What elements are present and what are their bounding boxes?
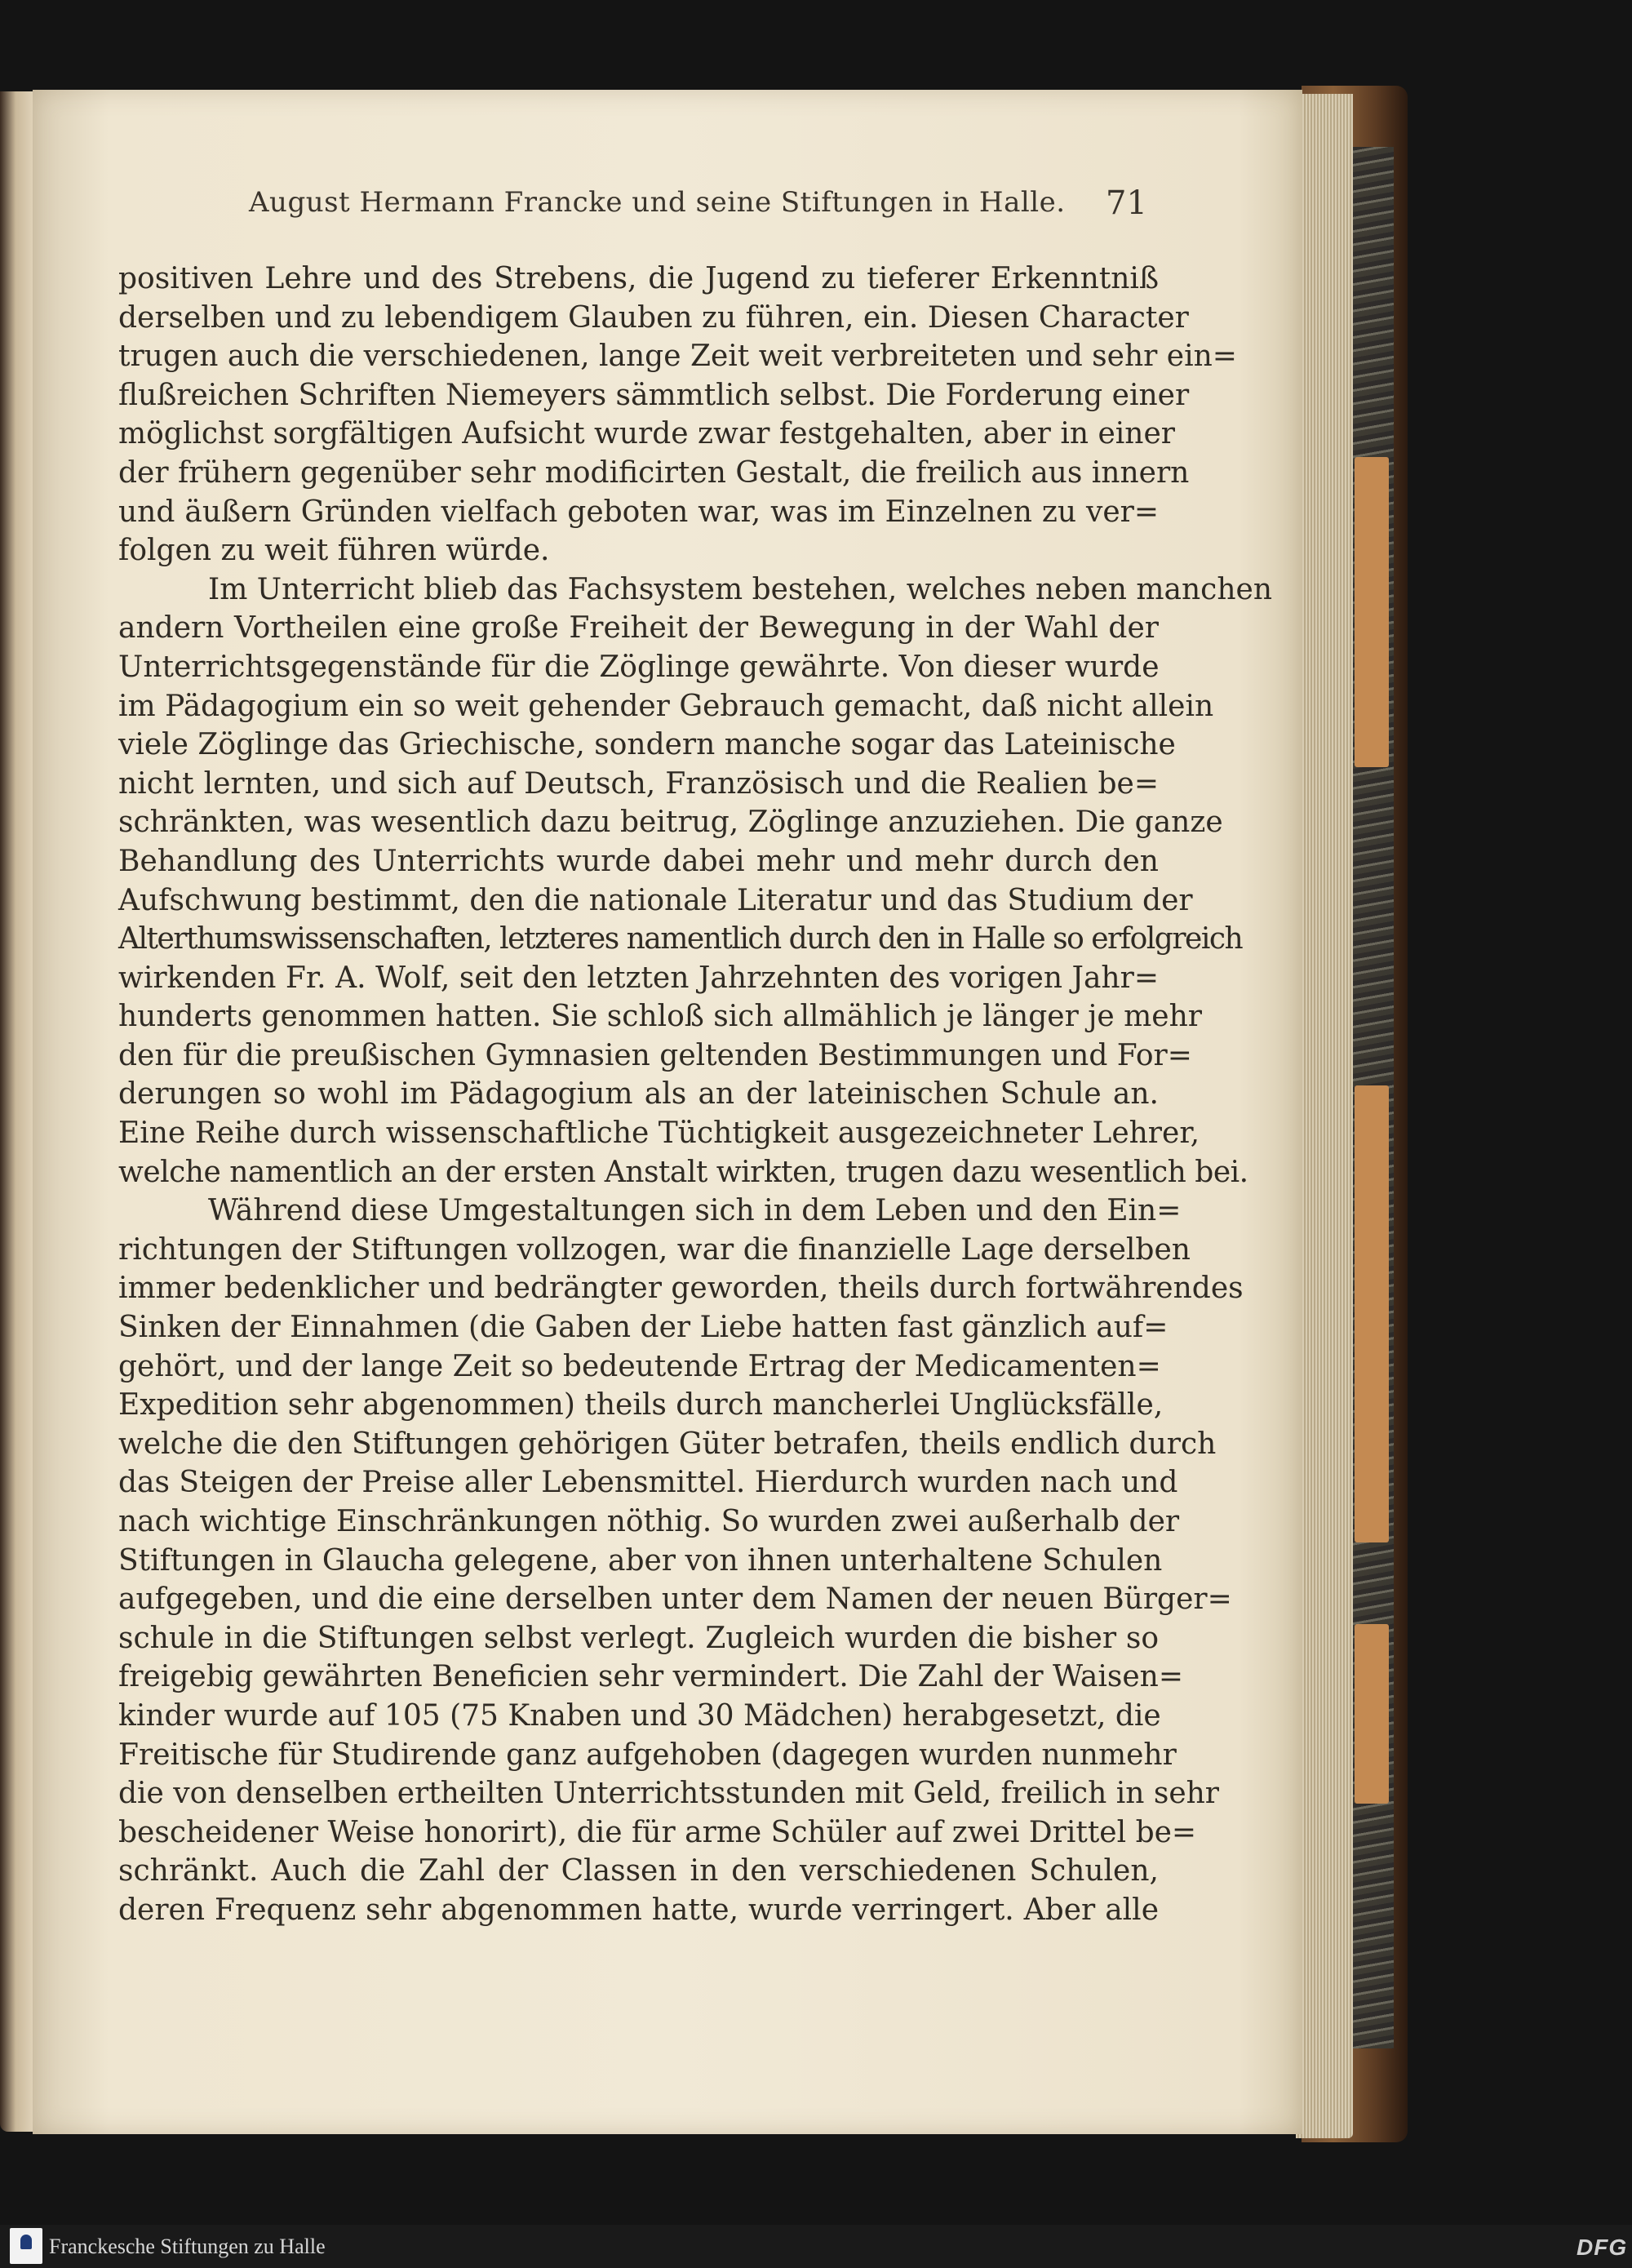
text-line: viele Zöglinge das Griechische, sondern manche sogar das Lateinische [118, 728, 1176, 762]
text-line: freigebig gewährten Beneficien sehr vermindert. Die Zahl der Waisen= [118, 1660, 1183, 1694]
text-line: Stiftungen in Glaucha gelegene, aber von ihnen unterhaltene Schulen [118, 1543, 1163, 1578]
institution-label: Franckesche Stiftungen zu Halle [49, 2235, 326, 2258]
text-line: schränkten, was wesentlich dazu beitrug, Zöglinge anzuziehen. Die ganze [118, 806, 1223, 840]
text-line: der frühern gegenüber sehr modificirten Gestalt, die freilich aus innern [118, 455, 1190, 490]
dfg-logo: DFG [1577, 2235, 1628, 2260]
page-edges [1296, 94, 1353, 2138]
page-number: 71 [1106, 184, 1147, 222]
text-line: positiven Lehre und des Strebens, die Jugend zu tieferer Erkenntniß [118, 262, 1159, 295]
text-line: flußreichen Schriften Niemeyers sämmtlich selbst. Die Forderung einer [118, 378, 1190, 412]
text-line: aufgegeben, und die eine derselben unter dem Namen der neuen Bürger= [118, 1582, 1232, 1617]
text-line: folgen zu weit führen würde. [118, 534, 550, 568]
text-line: Aufschwung bestimmt, den die nationale Literatur und das Studium der [118, 883, 1193, 917]
text-line: Expedition sehr abgenommen) theils durch mancherlei Unglücksfälle, [118, 1388, 1164, 1422]
text-line: hunderts genommen hatten. Sie schloß sich allmählich je länger je mehr [118, 1000, 1202, 1034]
text-line: richtungen der Stiftungen vollzogen, war die finanzielle Lage derselben [118, 1232, 1191, 1267]
text-line: kinder wurde auf 105 (75 Knaben und 30 Mädchen) herabgesetzt, die [118, 1698, 1161, 1733]
text-line: wirkenden Fr. A. Wolf, seit den letzten Jahrzehnten des vorigen Jahr= [118, 961, 1159, 995]
text-line: den für die preußischen Gymnasien geltenden Bestimmungen und For= [118, 1038, 1192, 1072]
text-line: die von denselben ertheilten Unterrichtsstunden mit Geld, freilich in sehr [118, 1777, 1220, 1811]
text-line: möglichst sorgfältigen Aufsicht wurde zwar festgehalten, aber in einer [118, 417, 1175, 451]
institution-logo-icon [10, 2228, 42, 2264]
text-line: Unterrichtsgegenstände für die Zöglinge gewährte. Von dieser wurde [118, 650, 1160, 684]
text-line: trugen auch die verschiedenen, lange Zeit weit verbreiteten und sehr ein= [118, 340, 1237, 374]
text-line: nicht lernten, und sich auf Deutsch, Französisch und die Realien be= [118, 766, 1159, 801]
cover-worn-patch [1355, 457, 1389, 767]
text-line: Behandlung des Unterrichts wurde dabei mehr und mehr durch den [118, 844, 1159, 878]
text-line: welche namentlich an der ersten Anstalt wirkten, trugen dazu wesentlich bei. [118, 1155, 1248, 1189]
text-line: gehört, und der lange Zeit so bedeutende Ertrag der Medicamenten= [118, 1349, 1161, 1383]
text-line: und äußern Gründen vielfach geboten war, was im Einzelnen zu ver= [118, 495, 1159, 529]
text-line: welche die den Stiftungen gehörigen Güter betrafen, theils endlich durch [118, 1427, 1217, 1461]
text-line: Während diese Umgestaltungen sich in dem Leben und den Ein= [208, 1194, 1182, 1228]
text-line: Eine Reihe durch wissenschaftliche Tüchtigkeit ausgezeichneter Lehrer, [118, 1116, 1200, 1151]
text-line: Sinken der Einnahmen (die Gaben der Liebe hatten fast gänzlich auf= [118, 1311, 1169, 1345]
cover-worn-patch [1355, 1085, 1389, 1542]
text-line: deren Frequenz sehr abgenommen hatte, wurde verringert. Aber alle [118, 1893, 1159, 1927]
text-line: Alterthumswissenschaften, letzteres namentlich durch den in Halle so erfolgreich [118, 922, 1243, 956]
text-line: Im Unterricht blieb das Fachsystem bestehen, welches neben manchen [208, 572, 1273, 606]
text-line: das Steigen der Preise aller Lebensmittel. Hierdurch wurden nach und [118, 1466, 1178, 1500]
text-line: immer bedenklicher und bedrängter geworden, theils durch fortwährendes [118, 1272, 1244, 1306]
text-line: andern Vortheilen eine große Freiheit der Bewegung in der Wahl der [118, 611, 1159, 646]
text-line: im Pädagogium ein so weit gehender Gebrauch gemacht, daß nicht allein [118, 689, 1214, 723]
running-head: August Hermann Francke und seine Stiftungen in Halle. [249, 186, 1066, 219]
cover-worn-patch [1355, 1624, 1389, 1804]
text-line: bescheidener Weise honorirt), die für arme Schüler auf zwei Drittel be= [118, 1815, 1197, 1849]
text-line: schule in die Stiftungen selbst verlegt. Zugleich wurden die bisher so [118, 1621, 1159, 1655]
text-line: schränkt. Auch die Zahl der Classen in den verschiedenen Schulen, [118, 1854, 1159, 1889]
text-line: derselben und zu lebendigem Glauben zu führen, ein. Diesen Character [118, 300, 1189, 335]
text-line: nach wichtige Einschränkungen nöthig. So wurden zwei außerhalb der [118, 1505, 1180, 1538]
text-line: derungen so wohl im Pädagogium als an der lateinischen Schule an. [118, 1077, 1159, 1112]
text-line: Freitische für Studirende ganz aufgehoben (dagegen wurden nunmehr [118, 1738, 1177, 1772]
body-text [118, 260, 1273, 1930]
